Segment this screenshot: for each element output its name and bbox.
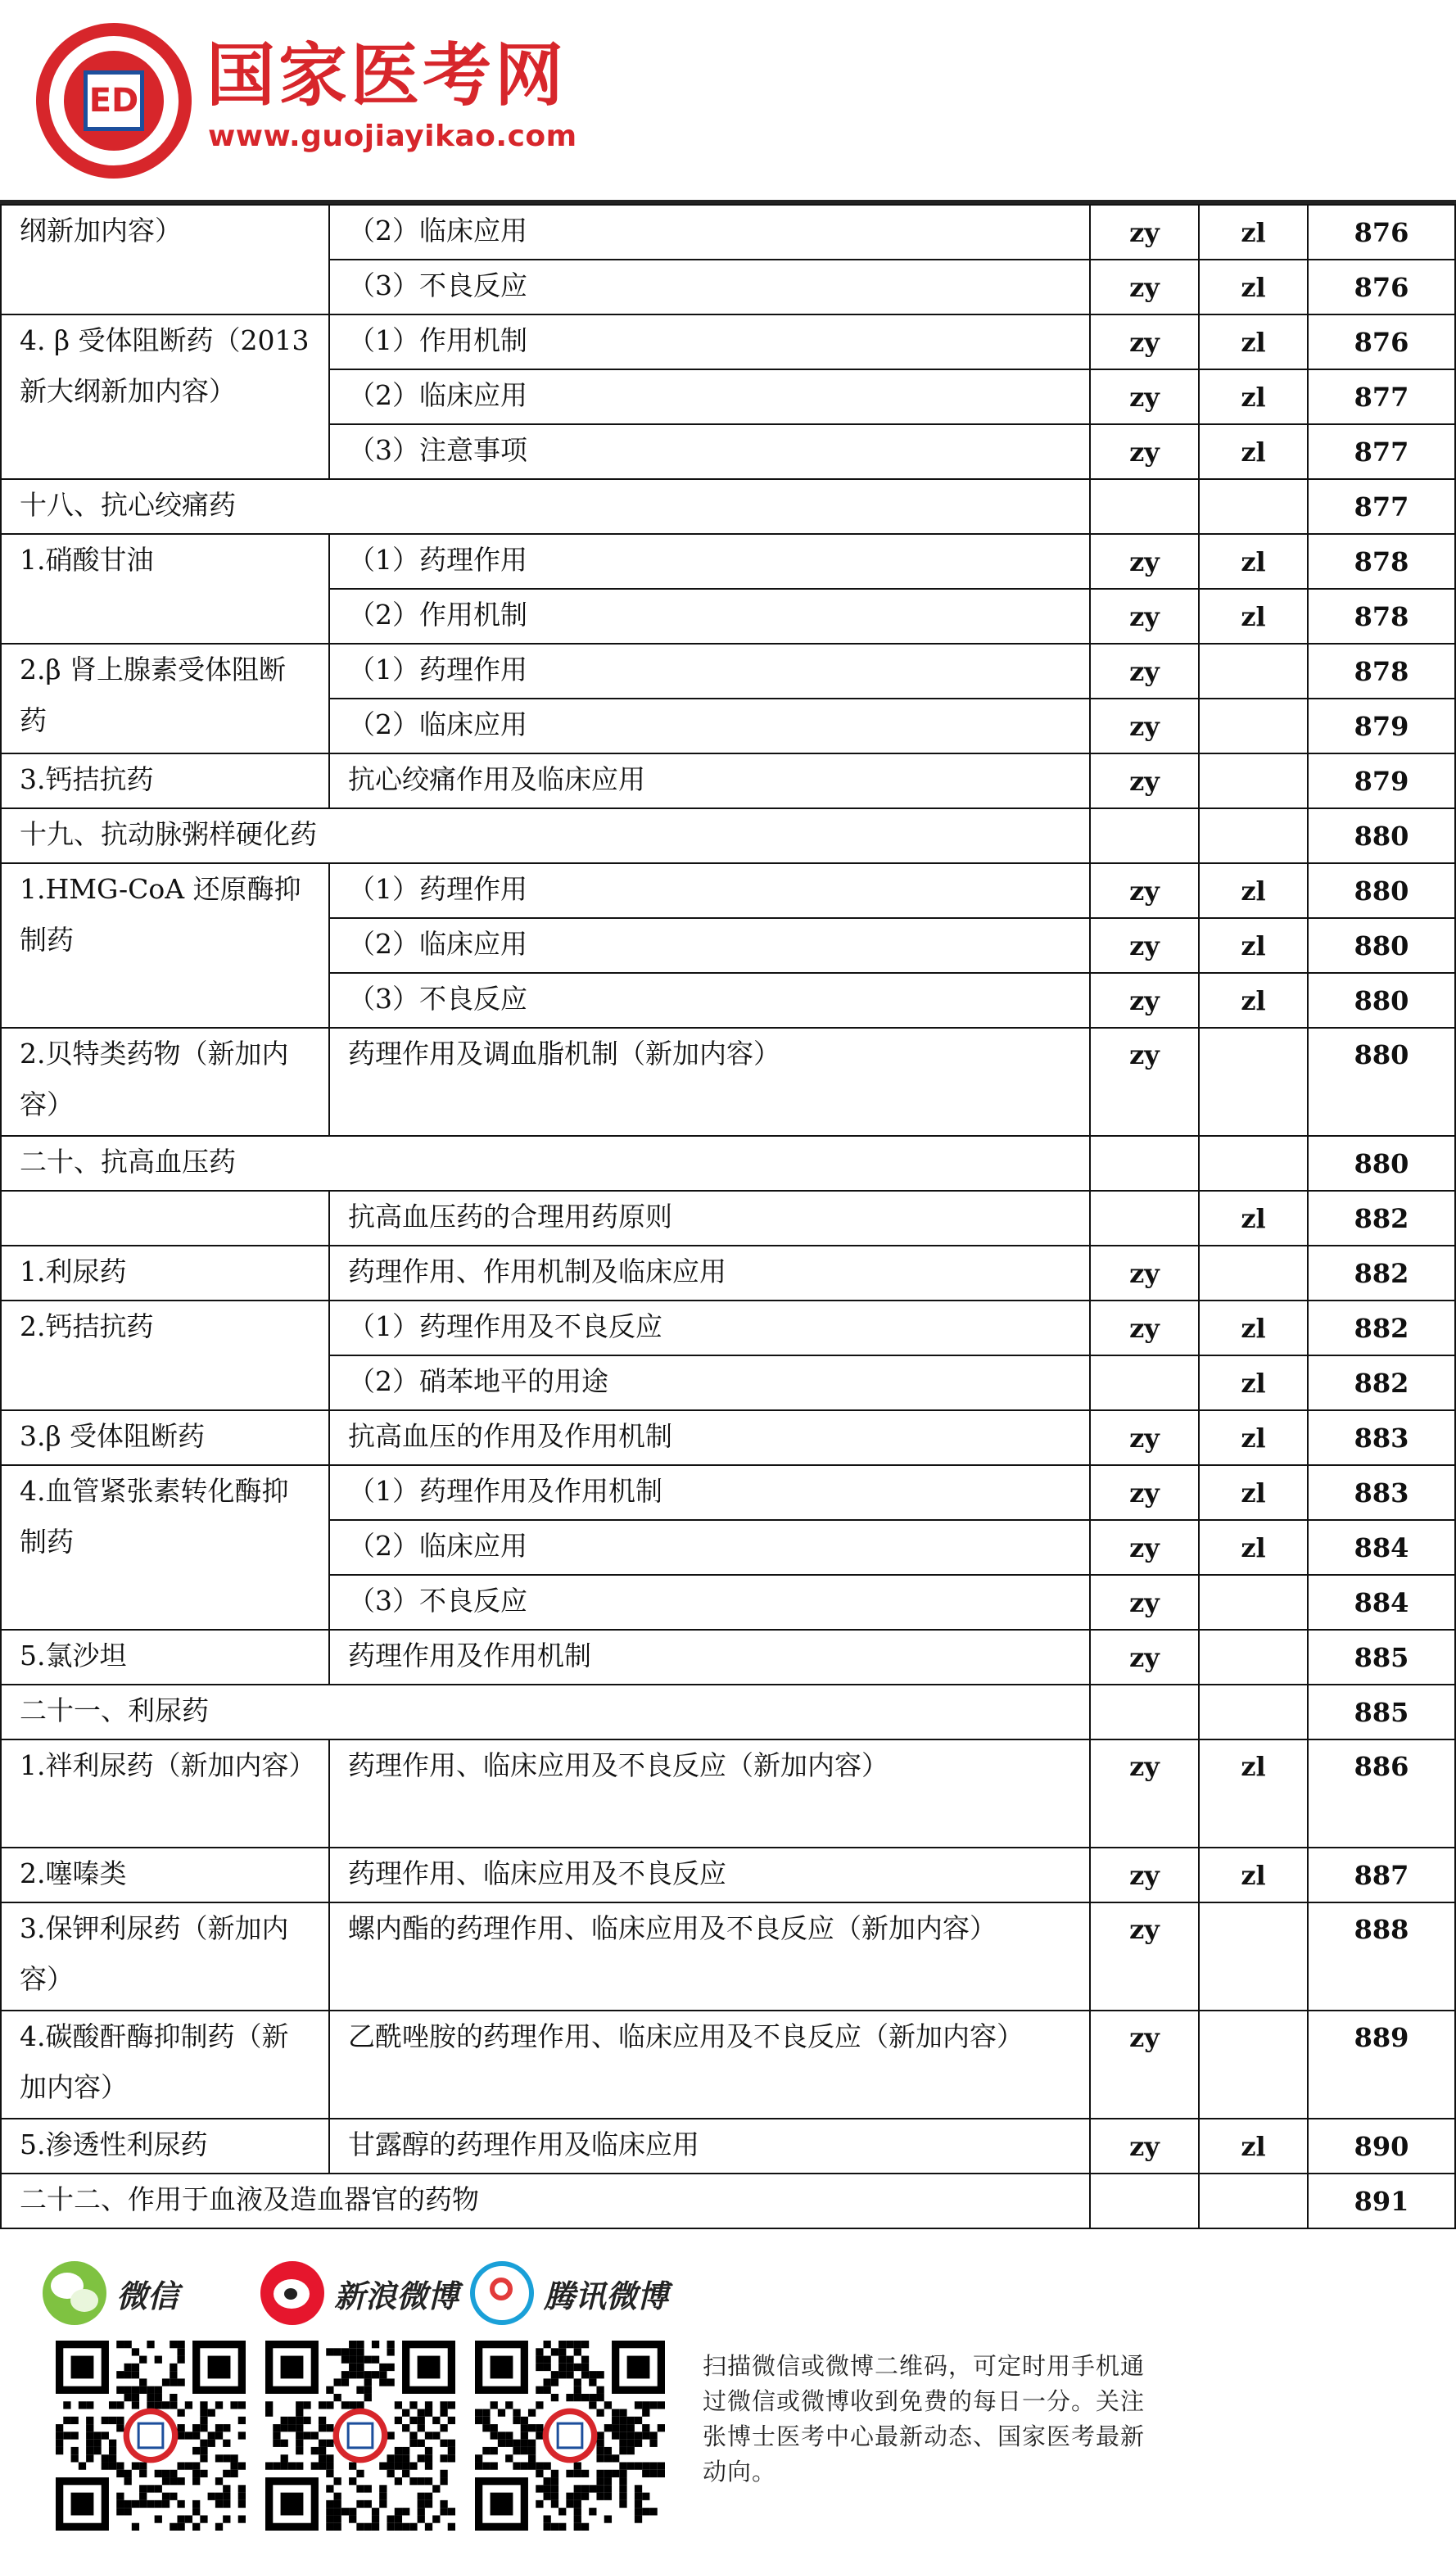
page-number: 877	[1308, 369, 1455, 424]
zl-mark	[1199, 1902, 1308, 2011]
zl-mark: zl	[1199, 1355, 1308, 1410]
site-logo	[36, 23, 192, 179]
zy-mark: zy	[1090, 1301, 1199, 1355]
zy-mark: zy	[1090, 1246, 1199, 1301]
drug-cell: 4. β 受体阻断药（2013 新大纲新加内容）	[1, 314, 329, 479]
page-number: 891	[1308, 2174, 1455, 2228]
drug-cell: 纲新加内容）	[1, 205, 329, 314]
drug-cell: 1.硝酸甘油	[1, 534, 329, 644]
point-cell: （1）药理作用	[329, 863, 1090, 918]
page-number: 889	[1308, 2011, 1455, 2119]
zy-mark: zy	[1090, 1630, 1199, 1685]
page-footer	[0, 2252, 1456, 2574]
page-number: 876	[1308, 260, 1455, 314]
zl-mark: zl	[1199, 1520, 1308, 1575]
point-cell: （2）临床应用	[329, 699, 1090, 753]
page-number: 882	[1308, 1301, 1455, 1355]
page-number: 879	[1308, 699, 1455, 753]
zy-mark: zy	[1090, 1739, 1199, 1848]
drug-cell: 4.碳酸酐酶抑制药（新加内容）	[1, 2011, 329, 2119]
zy-mark: zy	[1090, 1465, 1199, 1520]
zy-mark: zy	[1090, 1902, 1199, 2011]
point-cell: 药理作用、临床应用及不良反应	[329, 1848, 1090, 1902]
page-number: 890	[1308, 2119, 1455, 2174]
zl-mark: zl	[1199, 973, 1308, 1028]
tencent-weibo-link[interactable]	[470, 2252, 668, 2334]
page-number: 880	[1308, 973, 1455, 1028]
zl-mark	[1199, 753, 1308, 808]
point-cell: （2）临床应用	[329, 369, 1090, 424]
page-number: 883	[1308, 1410, 1455, 1465]
zy-mark: zy	[1090, 863, 1199, 918]
point-cell: （2）临床应用	[329, 1520, 1090, 1575]
page-number: 880	[1308, 1028, 1455, 1136]
zy-mark: zy	[1090, 918, 1199, 973]
drug-cell: 3.保钾利尿药（新加内容）	[1, 1902, 329, 2011]
drug-cell: 5.渗透性利尿药	[1, 2119, 329, 2174]
zy-mark	[1090, 1355, 1199, 1410]
page-number: 887	[1308, 1848, 1455, 1902]
point-cell: （2）临床应用	[329, 918, 1090, 973]
point-cell: 药理作用及作用机制	[329, 1630, 1090, 1685]
point-cell: 甘露醇的药理作用及临床应用	[329, 2119, 1090, 2174]
point-cell: （3）不良反应	[329, 973, 1090, 1028]
zy-mark: zy	[1090, 1028, 1199, 1136]
point-cell: 抗高血压药的合理用药原则	[329, 1191, 1090, 1246]
zy-mark: zy	[1090, 589, 1199, 644]
drug-cell: 2.β 肾上腺素受体阻断药	[1, 644, 329, 753]
point-cell: （2）临床应用	[329, 205, 1090, 260]
drug-cell: 4.血管紧张素转化酶抑制药	[1, 1465, 329, 1630]
zl-mark	[1199, 1028, 1308, 1136]
point-cell: （1）药理作用及作用机制	[329, 1465, 1090, 1520]
zl-mark: zl	[1199, 1465, 1308, 1520]
page-number: 883	[1308, 1465, 1455, 1520]
point-cell: （2）硝苯地平的用途	[329, 1355, 1090, 1410]
zl-mark: zl	[1199, 1739, 1308, 1848]
zl-mark	[1199, 1246, 1308, 1301]
zl-mark	[1199, 644, 1308, 699]
drug-cell: 3.钙拮抗药	[1, 753, 329, 808]
zl-mark: zl	[1199, 205, 1308, 260]
page-header	[0, 0, 1456, 205]
point-cell: （1）药理作用及不良反应	[329, 1301, 1090, 1355]
sina-weibo-link[interactable]	[260, 2252, 459, 2334]
tencent-weibo-qr-code[interactable]	[475, 2341, 665, 2531]
zy-mark	[1090, 1191, 1199, 1246]
wechat-qr-code[interactable]	[56, 2341, 246, 2531]
drug-cell: 1.HMG-CoA 还原酶抑制药	[1, 863, 329, 1028]
drug-cell: 2.钙拮抗药	[1, 1301, 329, 1410]
zy-mark: zy	[1090, 1410, 1199, 1465]
page-number: 884	[1308, 1520, 1455, 1575]
zy-mark: zy	[1090, 2011, 1199, 2119]
syllabus-table	[0, 204, 1456, 2229]
zl-mark	[1199, 1630, 1308, 1685]
page-number: 880	[1308, 1136, 1455, 1191]
zy-mark: zy	[1090, 2119, 1199, 2174]
zy-mark: zy	[1090, 753, 1199, 808]
page-number: 882	[1308, 1191, 1455, 1246]
zl-mark	[1199, 1575, 1308, 1630]
drug-cell	[1, 1191, 329, 1246]
point-cell: （3）不良反应	[329, 260, 1090, 314]
point-cell: （1）药理作用	[329, 534, 1090, 589]
wechat-label: 微信	[116, 2278, 179, 2314]
drug-cell: 1.利尿药	[1, 1246, 329, 1301]
point-cell: （1）药理作用	[329, 644, 1090, 699]
section-title: 二十、抗高血压药	[1, 1136, 1090, 1191]
drug-cell: 2.噻嗪类	[1, 1848, 329, 1902]
zy-mark: zy	[1090, 424, 1199, 479]
page-number: 878	[1308, 589, 1455, 644]
drug-cell: 2.贝特类药物（新加内容）	[1, 1028, 329, 1136]
zy-mark: zy	[1090, 369, 1199, 424]
zl-mark: zl	[1199, 534, 1308, 589]
zl-mark	[1199, 699, 1308, 753]
page-number: 877	[1308, 424, 1455, 479]
logo-mark: ED	[88, 82, 139, 120]
point-cell: （1）作用机制	[329, 314, 1090, 369]
wechat-icon	[43, 2261, 106, 2325]
point-cell: 螺内酯的药理作用、临床应用及不良反应（新加内容）	[329, 1902, 1090, 2011]
site-name: 国家医考网	[206, 35, 567, 115]
point-cell: 药理作用、临床应用及不良反应（新加内容）	[329, 1739, 1090, 1848]
section-title: 十九、抗动脉粥样硬化药	[1, 808, 1090, 863]
tencent-weibo-icon	[470, 2261, 534, 2325]
zl-mark: zl	[1199, 863, 1308, 918]
point-cell: （3）注意事项	[329, 424, 1090, 479]
zy-mark: zy	[1090, 699, 1199, 753]
zl-mark: zl	[1199, 2119, 1308, 2174]
zl-mark: zl	[1199, 1191, 1308, 1246]
page-number: 888	[1308, 1902, 1455, 2011]
point-cell: 药理作用及调血脂机制（新加内容）	[329, 1028, 1090, 1136]
point-cell: 抗高血压的作用及作用机制	[329, 1410, 1090, 1465]
drug-cell: 1.袢利尿药（新加内容）	[1, 1739, 329, 1848]
zl-mark	[1199, 2011, 1308, 2119]
zy-mark: zy	[1090, 534, 1199, 589]
zy-mark: zy	[1090, 260, 1199, 314]
sina-weibo-icon	[260, 2261, 324, 2325]
zl-mark: zl	[1199, 260, 1308, 314]
zl-mark: zl	[1199, 1410, 1308, 1465]
zl-mark: zl	[1199, 424, 1308, 479]
sina-weibo-qr-code[interactable]	[265, 2341, 455, 2531]
zl-mark: zl	[1199, 314, 1308, 369]
tencent-weibo-label: 腾讯微博	[544, 2278, 669, 2314]
zy-mark: zy	[1090, 1520, 1199, 1575]
page-number: 880	[1308, 918, 1455, 973]
section-title: 二十一、利尿药	[1, 1685, 1090, 1739]
zy-mark: zy	[1090, 1848, 1199, 1902]
wechat-link[interactable]	[43, 2252, 179, 2334]
page-number: 880	[1308, 863, 1455, 918]
zl-mark: zl	[1199, 1301, 1308, 1355]
zy-mark: zy	[1090, 973, 1199, 1028]
footer-note: 扫描微信或微博二维码，可定时用手机通过微信或微博收到免费的每日一分。关注张博士医考中心最新动态、国家医考最新动向。	[703, 2352, 1146, 2486]
page-number: 886	[1308, 1739, 1455, 1848]
zy-mark: zy	[1090, 205, 1199, 260]
point-cell: （3）不良反应	[329, 1575, 1090, 1630]
page-number: 885	[1308, 1630, 1455, 1685]
point-cell: 药理作用、作用机制及临床应用	[329, 1246, 1090, 1301]
page-number: 880	[1308, 808, 1455, 863]
page-number: 882	[1308, 1355, 1455, 1410]
point-cell: 抗心绞痛作用及临床应用	[329, 753, 1090, 808]
section-title: 十八、抗心绞痛药	[1, 479, 1090, 534]
page-number: 876	[1308, 314, 1455, 369]
zl-mark: zl	[1199, 589, 1308, 644]
page-number: 878	[1308, 534, 1455, 589]
page-number: 877	[1308, 479, 1455, 534]
zl-mark: zl	[1199, 918, 1308, 973]
drug-cell: 3.β 受体阻断药	[1, 1410, 329, 1465]
site-url: www.guojiayikao.com	[208, 120, 577, 153]
page-number: 882	[1308, 1246, 1455, 1301]
page-number: 884	[1308, 1575, 1455, 1630]
zy-mark: zy	[1090, 644, 1199, 699]
zl-mark: zl	[1199, 369, 1308, 424]
sina-weibo-label: 新浪微博	[334, 2278, 459, 2314]
drug-cell: 5.氯沙坦	[1, 1630, 329, 1685]
point-cell: （2）作用机制	[329, 589, 1090, 644]
page-number: 878	[1308, 644, 1455, 699]
zy-mark: zy	[1090, 1575, 1199, 1630]
page-number: 876	[1308, 205, 1455, 260]
page-number: 885	[1308, 1685, 1455, 1739]
section-title: 二十二、作用于血液及造血器官的药物	[1, 2174, 1090, 2228]
zl-mark: zl	[1199, 1848, 1308, 1902]
page-number: 879	[1308, 753, 1455, 808]
syllabus-table-wrap	[0, 204, 1454, 2229]
point-cell: 乙酰唑胺的药理作用、临床应用及不良反应（新加内容）	[329, 2011, 1090, 2119]
zy-mark: zy	[1090, 314, 1199, 369]
